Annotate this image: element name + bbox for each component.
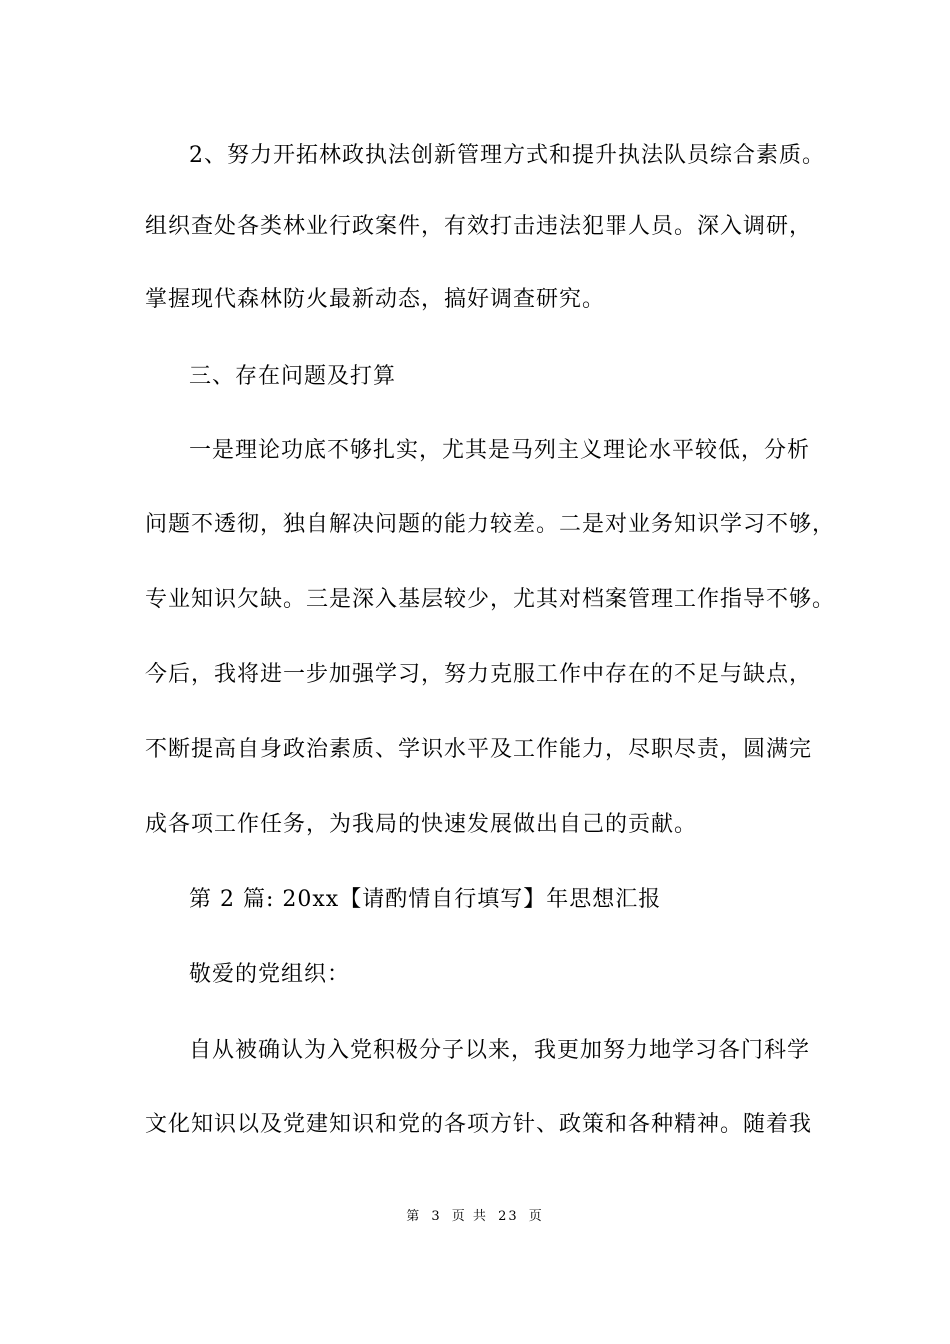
paragraph-line: 自从被确认为入党积极分子以来，我更加努力地学习各门科学 [189, 1038, 811, 1063]
paragraph-line: 2、努力开拓林政执法创新管理方式和提升执法队员综合素质。 [189, 143, 825, 168]
article-title: 第 2 篇: 20xx【请酌情自行填写】年思想汇报 [189, 887, 662, 912]
paragraph-line: 文化知识以及党建知识和党的各项方针、政策和各种精神。随着我 [145, 1112, 813, 1137]
paragraph-line: 不断提高自身政治素质、学识水平及工作能力，尽职尽责，圆满完 [145, 737, 813, 762]
paragraph-line: 成各项工作任务，为我局的快速发展做出自己的贡献。 [145, 812, 698, 837]
footer-middle: 页 共 [451, 1209, 488, 1224]
paragraph-line: 掌握现代森林防火最新动态，搞好调查研究。 [145, 287, 606, 312]
footer-prefix: 第 [406, 1209, 422, 1224]
footer-page-number: 3 [431, 1209, 442, 1224]
paragraph-line: 组织查处各类林业行政案件，有效打击违法犯罪人员。深入调研， [145, 214, 813, 239]
paragraph-line: 问题不透彻，独自解决问题的能力较差。二是对业务知识学习不够， [145, 512, 836, 537]
section-heading: 三、存在问题及打算 [189, 364, 397, 389]
page-footer [0, 1208, 950, 1226]
paragraph-line: 专业知识欠缺。三是深入基层较少，尤其对档案管理工作指导不够。 [145, 587, 836, 612]
paragraph-line: 一是理论功底不够扎实，尤其是马列主义理论水平较低，分析 [189, 438, 811, 463]
salutation: 敬爱的党组织： [189, 962, 351, 987]
paragraph-line: 今后，我将进一步加强学习，努力克服工作中存在的不足与缺点， [145, 662, 813, 687]
footer-suffix: 页 [528, 1209, 544, 1224]
footer-total-pages: 23 [498, 1209, 519, 1224]
